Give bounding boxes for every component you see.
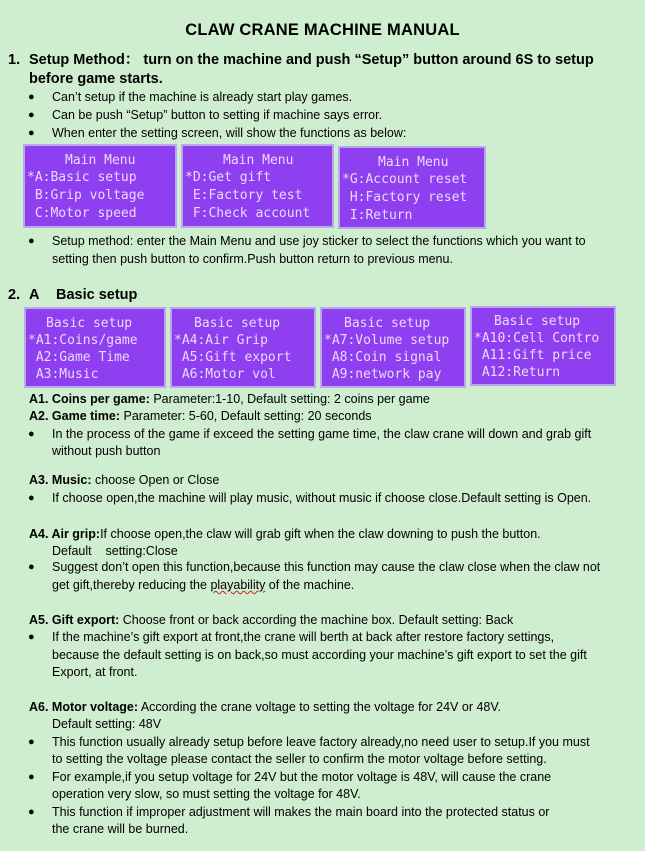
basic-setup-screen-3 [320, 307, 466, 388]
a6-bullet-3-cont: the crane will be burned. [52, 822, 189, 836]
a6-line: A6. Motor voltage: According the crane voltage to setting the voltage for 24V or 48V. [29, 700, 502, 714]
lcd-title: Basic setup [494, 314, 581, 329]
lcd-title: Basic setup [194, 316, 281, 331]
section-2-letter: A [29, 287, 40, 303]
bullet-icon: ● [28, 91, 35, 103]
lcd-line: E:Factory test [185, 188, 303, 203]
bullet-icon: ● [28, 109, 35, 121]
basic-setup-screen-4 [470, 306, 616, 386]
bullet-icon: ● [28, 771, 35, 783]
a5-bullet-cont: because the default setting is on back,so must according your machine’s gift export to set the gift [52, 648, 587, 662]
a6-default: Default setting: 48V [52, 717, 162, 731]
s1-bullet-4-cont: setting then push button to confirm.Push button return to previous menu. [52, 252, 453, 266]
s1-bullet-2: Can be push “Setup” button to setting if machine says error. [52, 108, 383, 122]
lcd-line: A3:Music [28, 367, 99, 382]
lcd-line: C:Motor speed [27, 206, 137, 221]
a6-bullet-2-cont: operation very slow, so must setting the voltage for 48V. [52, 787, 361, 801]
basic-setup-screen-1 [24, 307, 166, 388]
a1-line: A1. Coins per game: Parameter:1-10, Default setting: 2 coins per game [29, 392, 430, 406]
lcd-line: A5:Gift export [174, 350, 292, 365]
lcd-line: H:Factory reset [342, 190, 468, 205]
basic-setup-screen-2 [170, 307, 316, 388]
lcd-line: B:Grip voltage [27, 188, 145, 203]
a2-bullet-cont: without push button [52, 444, 161, 458]
lcd-line: *A1:Coins/game [28, 333, 138, 348]
section-2-number: 2. [8, 287, 21, 303]
lcd-line: *A4:Air Grip [174, 333, 268, 348]
lcd-line: *A:Basic setup [27, 170, 137, 185]
a4-default: Default setting:Close [52, 544, 178, 558]
lcd-title: Basic setup [344, 316, 431, 331]
a6-bullet-1: This function usually already setup before leave factory already,no need user to setup.If you must [52, 735, 590, 749]
s1-bullet-3: When enter the setting screen, will show the functions as below: [52, 126, 407, 140]
a5-line: A5. Gift export: Choose front or back according the machine box. Default setting: Back [29, 613, 514, 627]
s1-bullet-4: Setup method: enter the Main Menu and use joy sticker to select the functions which you want to [52, 234, 586, 248]
section-1-number: 1. [8, 52, 21, 68]
main-menu-screen-3 [338, 146, 486, 229]
document-title: CLAW CRANE MACHINE MANUAL [185, 21, 460, 39]
section-2-heading: Basic setup [56, 287, 138, 303]
lcd-line: A6:Motor vol [174, 367, 276, 382]
lcd-line: F:Check account [185, 206, 311, 221]
main-menu-screen-1 [23, 144, 177, 228]
a2-bullet: In the process of the game if exceed the setting game time, the claw crane will down and grab gift [52, 427, 592, 441]
a4-line: A4. Air grip:If choose open,the claw will grab gift when the claw downing to push the button. [29, 527, 541, 541]
a3-line: A3. Music: choose Open or Close [29, 473, 220, 487]
bullet-icon: ● [28, 127, 35, 139]
section-1-heading: Setup Method： turn on the machine and push “Setup” button around 6S to setup [29, 52, 594, 68]
lcd-line: A11:Gift price [474, 348, 592, 363]
a4-bullet-cont: get gift,thereby reducing the playability of the machine. [52, 578, 355, 592]
lcd-line: A2:Game Time [28, 350, 130, 365]
s1-bullet-1: Can’t setup if the machine is already start play games. [52, 90, 353, 104]
section-1-heading-cont: before game starts. [29, 71, 163, 87]
lcd-line: *A7:Volume setup [324, 333, 450, 348]
lcd-title: Basic setup [46, 316, 133, 331]
bullet-icon: ● [28, 561, 35, 573]
main-menu-screen-2 [181, 144, 334, 228]
bullet-icon: ● [28, 492, 35, 504]
lcd-line: A8:Coin signal [324, 350, 442, 365]
lcd-line: *D:Get gift [185, 170, 272, 185]
a6-bullet-3: This function if improper adjustment will makes the main board into the protected status or [52, 805, 550, 819]
lcd-line: I:Return [342, 208, 413, 223]
bullet-icon: ● [28, 806, 35, 818]
bullet-icon: ● [28, 736, 35, 748]
lcd-title: Main Menu [65, 153, 136, 168]
a2-line: A2. Game time: Parameter: 5-60, Default setting: 20 seconds [29, 409, 372, 423]
a6-bullet-2: For example,if you setup voltage for 24V but the motor voltage is 48V, will cause the crane [52, 770, 552, 784]
bullet-icon: ● [28, 428, 35, 440]
a5-bullet: If the machine’s gift export at front,the crane will berth at back after restore factory settings, [52, 630, 555, 644]
a6-bullet-1-cont: to setting the voltage please contact the seller to confirm the motor voltage before setting. [52, 752, 547, 766]
a3-bullet: If choose open,the machine will play music, without music if choose close.Default setting is Open. [52, 491, 592, 505]
lcd-line: *A10:Cell Contro [474, 331, 600, 346]
a4-bullet: Suggest don’t open this function,because this function may cause the claw close when the claw not [52, 560, 601, 574]
lcd-line: A9:network pay [324, 367, 442, 382]
bullet-icon: ● [28, 235, 35, 247]
lcd-title: Main Menu [378, 155, 449, 170]
lcd-line: A12:Return [474, 365, 561, 380]
lcd-title: Main Menu [223, 153, 294, 168]
a5-bullet-cont-2: Export, at front. [52, 665, 138, 679]
bullet-icon: ● [28, 631, 35, 643]
lcd-line: *G:Account reset [342, 172, 468, 187]
